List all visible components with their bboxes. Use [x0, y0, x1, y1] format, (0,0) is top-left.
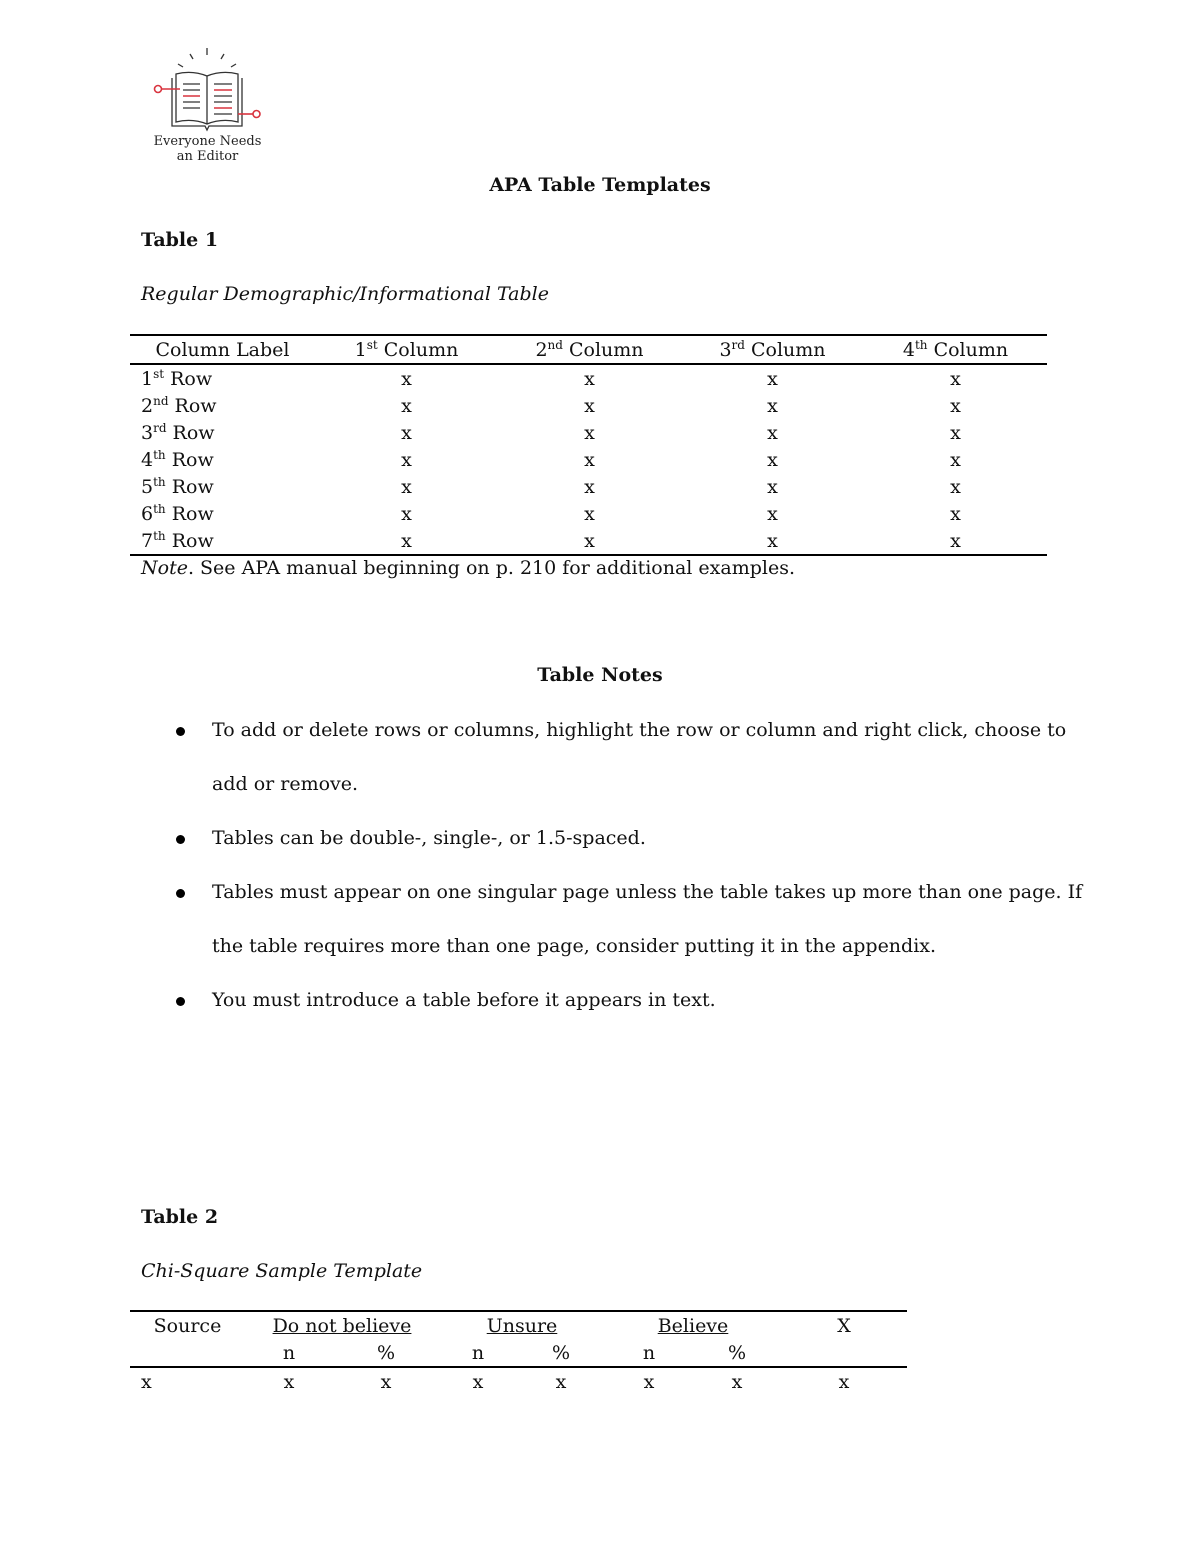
table2-cell: x [141, 1370, 152, 1393]
table1-row-label: 1st Row [141, 366, 213, 390]
table1-cell: x [767, 475, 778, 498]
table2-cell: x [472, 1370, 484, 1393]
table1-cell: x [584, 529, 595, 552]
table-notes-heading: Table Notes [537, 664, 663, 686]
table2-subheader-row [130, 1339, 907, 1367]
table2-cell: x [380, 1370, 392, 1393]
table1-note [141, 557, 795, 579]
table1-row [130, 527, 1047, 555]
logo [150, 44, 265, 166]
table2-cell: x [643, 1370, 655, 1393]
table1-cell: x [401, 475, 412, 498]
table2-group-header: Believe [657, 1314, 729, 1337]
bullet-text: To add or delete rows or columns, highlight the row or column and right click, choose to [212, 719, 1067, 741]
table1-header-row [130, 335, 1047, 364]
table2-caption: Chi-Square Sample Template [141, 1260, 423, 1282]
table2-chi-header: X [837, 1314, 851, 1337]
table2-label: Table 2 [141, 1206, 219, 1228]
table1-cell: x [401, 367, 412, 390]
table1-cell: x [584, 421, 595, 444]
table2-cell: x [838, 1370, 850, 1393]
table1-cell: x [950, 502, 961, 525]
table2-sub-pct: % [693, 1339, 781, 1367]
table2-sub-pct: % [333, 1339, 439, 1367]
table1-cell: x [767, 448, 778, 471]
table1-row [130, 419, 1047, 446]
bullet-text: the table requires more than one page, consider putting it in the appendix. [212, 935, 937, 957]
table1-cell: x [950, 529, 961, 552]
table1-cell: x [584, 394, 595, 417]
table1-cell: x [584, 448, 595, 471]
bullet-icon [176, 997, 185, 1006]
table1-cell: x [950, 448, 961, 471]
table2-header-row [130, 1311, 907, 1339]
table1-cell: x [767, 367, 778, 390]
table1-row [130, 392, 1047, 419]
table2-sub-pct: % [517, 1339, 605, 1367]
table1-cell: x [401, 448, 412, 471]
page-title: APA Table Templates [489, 174, 711, 196]
table1-row [130, 446, 1047, 473]
bullet-icon [176, 835, 185, 844]
bullet-text: Tables can be double-, single-, or 1.5-spaced. [212, 827, 646, 849]
table1-row [130, 473, 1047, 500]
table1-column-header: 1st Column [315, 335, 498, 364]
table1-row [130, 364, 1047, 392]
table2-group-header: Do not believe [272, 1314, 412, 1337]
table1-column-header: Column Label [130, 335, 315, 364]
table1-cell: x [767, 529, 778, 552]
table1-row [130, 500, 1047, 527]
bullet-text: Tables must appear on one singular page unless the table takes up more than one page. If [212, 881, 1083, 903]
note-label: Note [141, 557, 188, 579]
table2-data-row [130, 1367, 907, 1395]
table2 [130, 1310, 907, 1395]
table1-row-label: 6th Row [141, 501, 214, 525]
table1-cell: x [767, 394, 778, 417]
table1-cell: x [401, 421, 412, 444]
table1-row-label: 3rd Row [141, 420, 215, 444]
table1-column-header: 2nd Column [498, 335, 681, 364]
table2-cell: x [555, 1370, 567, 1393]
table1 [130, 334, 1047, 556]
bullet-icon [176, 727, 185, 736]
table1-row-label: 7th Row [141, 528, 214, 552]
table1-cell: x [401, 529, 412, 552]
table1-cell: x [950, 367, 961, 390]
table1-cell: x [401, 394, 412, 417]
table2-sub-n: n [245, 1339, 333, 1367]
bullet-icon [176, 889, 185, 898]
table1-column-header: 3rd Column [681, 335, 864, 364]
table1-row-label: 4th Row [141, 447, 214, 471]
logo-text-line2: an Editor [176, 149, 239, 164]
table2-cell: x [731, 1370, 743, 1393]
table1-caption: Regular Demographic/Informational Table [141, 283, 549, 305]
table1-cell: x [401, 502, 412, 525]
bullet-text: You must introduce a table before it appears in text. [212, 989, 716, 1011]
table1-row-label: 2nd Row [141, 393, 217, 417]
table1-cell: x [584, 475, 595, 498]
table1-column-header: 4th Column [864, 335, 1047, 364]
table2-sub-n: n [605, 1339, 693, 1367]
table1-cell: x [767, 502, 778, 525]
table1-cell: x [584, 367, 595, 390]
bullet-text: add or remove. [212, 773, 359, 795]
table1-cell: x [584, 502, 595, 525]
table1-cell: x [950, 394, 961, 417]
table2-cell: x [283, 1370, 295, 1393]
table2-group-header: Unsure [486, 1314, 558, 1337]
logo-text-line1: Everyone Needs [153, 134, 262, 149]
table2-sub-n: n [439, 1339, 517, 1367]
note-text: . See APA manual beginning on p. 210 for additional examples. [187, 557, 795, 579]
table1-cell: x [950, 475, 961, 498]
table1-cell: x [767, 421, 778, 444]
table1-cell: x [950, 421, 961, 444]
table1-label: Table 1 [141, 229, 219, 251]
book-logo-icon [150, 44, 265, 134]
table1-row-label: 5th Row [141, 474, 214, 498]
table2-source-header: Source [153, 1314, 222, 1337]
